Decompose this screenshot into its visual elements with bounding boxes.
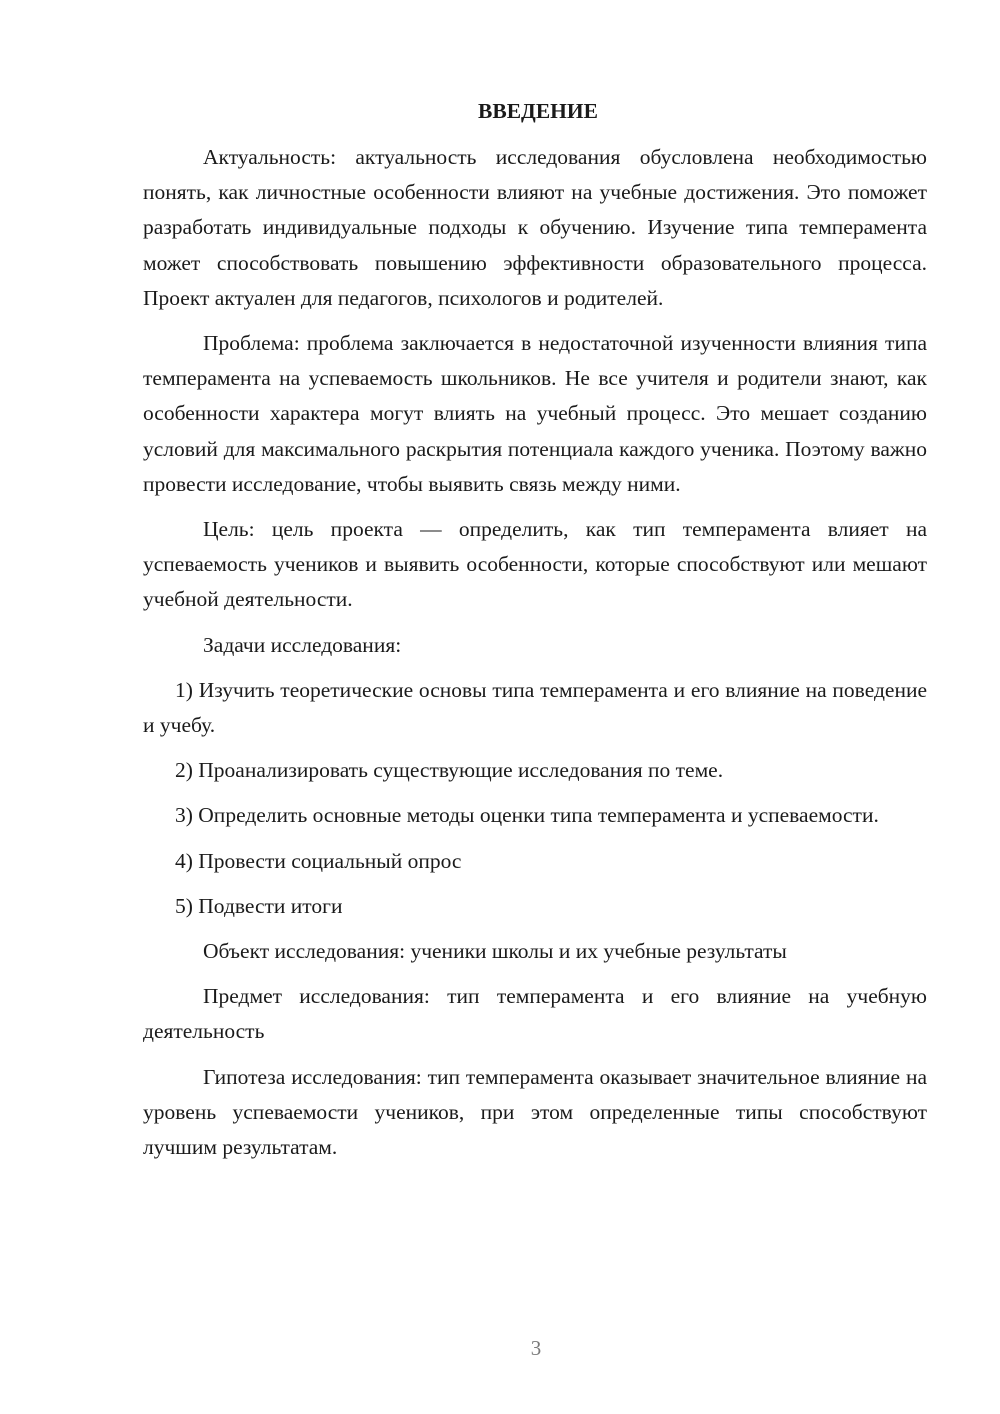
list-item: 2) Проанализировать существующие исследования по теме. <box>175 758 724 783</box>
tasks-list <box>143 673 927 924</box>
problem-paragraph: Проблема: проблема заключается в недостаточной изученности влияния типа темперамента на успеваемость школьников. Не все учителя и родители знают, как особенности характера могут влиять на учебный процесс. Это мешает созданию условий для максимального раскрытия потенциала каждого ученика. Поэтому важно провести исследование, чтобы выявить связь между ними. <box>143 331 927 496</box>
tasks-heading: Задачи исследования: <box>203 632 402 657</box>
section-title: ВВЕДЕНИЕ <box>478 99 598 123</box>
list-item: 5) Подвести итоги <box>175 893 343 918</box>
goal-paragraph: Цель: цель проекта — определить, как тип темперамента влияет на успеваемость учеников и выявить особенности, которые способствуют или мешают учебной деятельности. <box>143 517 927 612</box>
page-number: 3 <box>530 1336 542 1360</box>
list-item: 4) Провести социальный опрос <box>175 848 462 873</box>
subject-paragraph: Предмет исследования: тип темперамента и его влияние на учебную деятельность <box>143 984 927 1044</box>
list-item: 1) Изучить теоретические основы типа темперамента и его влияние на поведение и учебу. <box>143 677 927 738</box>
object-paragraph: Объект исследования: ученики школы и их учебные результаты <box>203 939 787 964</box>
relevance-paragraph: Актуальность: актуальность исследования обусловлена необходимостью понять, как личностные особенности влияют на учебные достижения. Это поможет разработать индивидуальные подходы к обучению. Изучение типа темперамента может способствовать повышению эффективности образовательного процесса. Проект актуален для педагогов, психологов и родителей. <box>143 145 927 310</box>
hypothesis-paragraph: Гипотеза исследования: тип темперамента оказывает значительное влияние на уровень успеваемости учеников, при этом определенные типы способствуют лучшим результатам. <box>143 1064 927 1160</box>
list-item: 3) Определить основные методы оценки типа темперамента и успеваемости. <box>175 803 879 828</box>
page-content <box>143 94 927 1165</box>
